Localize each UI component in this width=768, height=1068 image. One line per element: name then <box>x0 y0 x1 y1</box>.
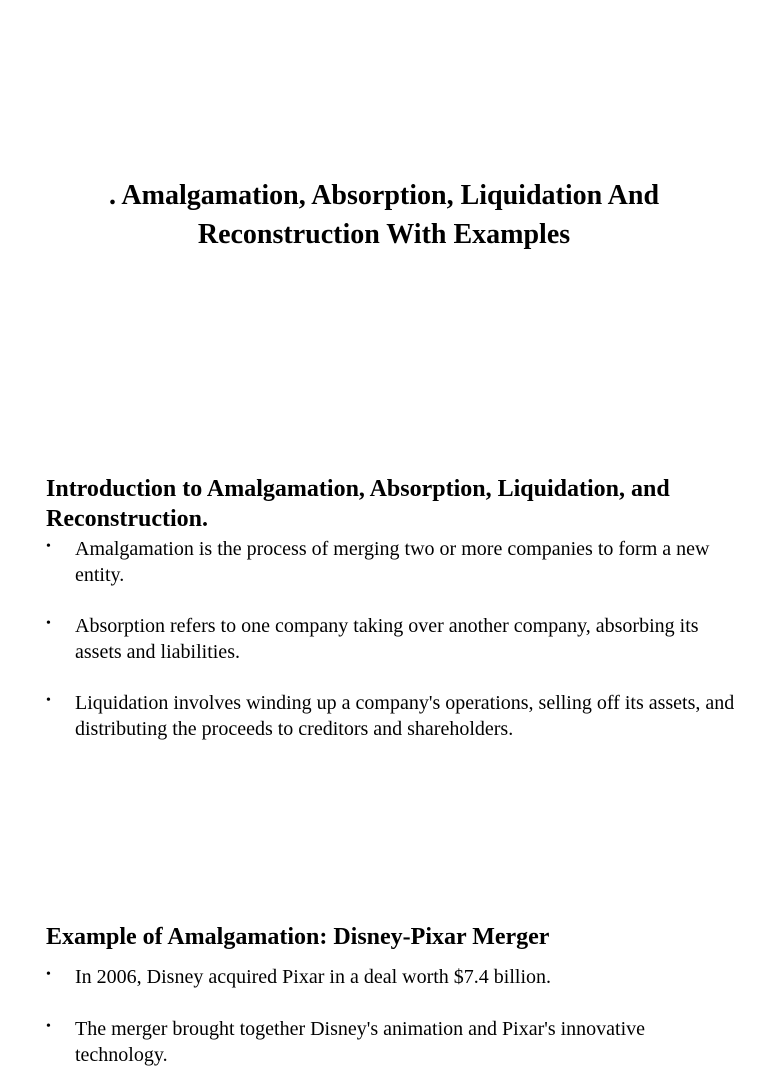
bullet-text: Liquidation involves winding up a company's operations, selling off its assets, and distributing the proceeds to creditors and shareholders. <box>75 692 735 740</box>
intro-section <box>46 474 736 742</box>
bullet-text: Amalgamation is the process of merging two or more companies to form a new entity. <box>75 538 710 586</box>
bullet-icon: • <box>46 616 51 631</box>
example-section-heading: Example of Amalgamation: Disney-Pixar Merger <box>46 924 550 950</box>
bullet-text: In 2006, Disney acquired Pixar in a deal worth $7.4 billion. <box>75 966 552 988</box>
bullet-item <box>46 536 736 588</box>
bullet-icon: • <box>46 967 51 982</box>
intro-section-heading: Introduction to Amalgamation, Absorption, Liquidation, and Reconstruction. <box>46 476 670 532</box>
bullet-icon: • <box>46 693 51 708</box>
intro-bullet-list <box>46 536 736 742</box>
bullet-item <box>46 613 736 665</box>
bullet-text: The merger brought together Disney's animation and Pixar's innovative technology. <box>75 1018 646 1066</box>
bullet-item <box>46 690 736 742</box>
bullet-icon: • <box>46 539 51 554</box>
example-section <box>46 922 736 1068</box>
document-title: . Amalgamation, Absorption, Liquidation And Reconstruction With Examples <box>108 180 660 250</box>
bullet-item <box>46 964 736 990</box>
bullet-text: Absorption refers to one company taking over another company, absorbing its assets and liabilities. <box>75 615 699 663</box>
bullet-icon: • <box>46 1019 51 1034</box>
example-bullet-list <box>46 964 736 1068</box>
